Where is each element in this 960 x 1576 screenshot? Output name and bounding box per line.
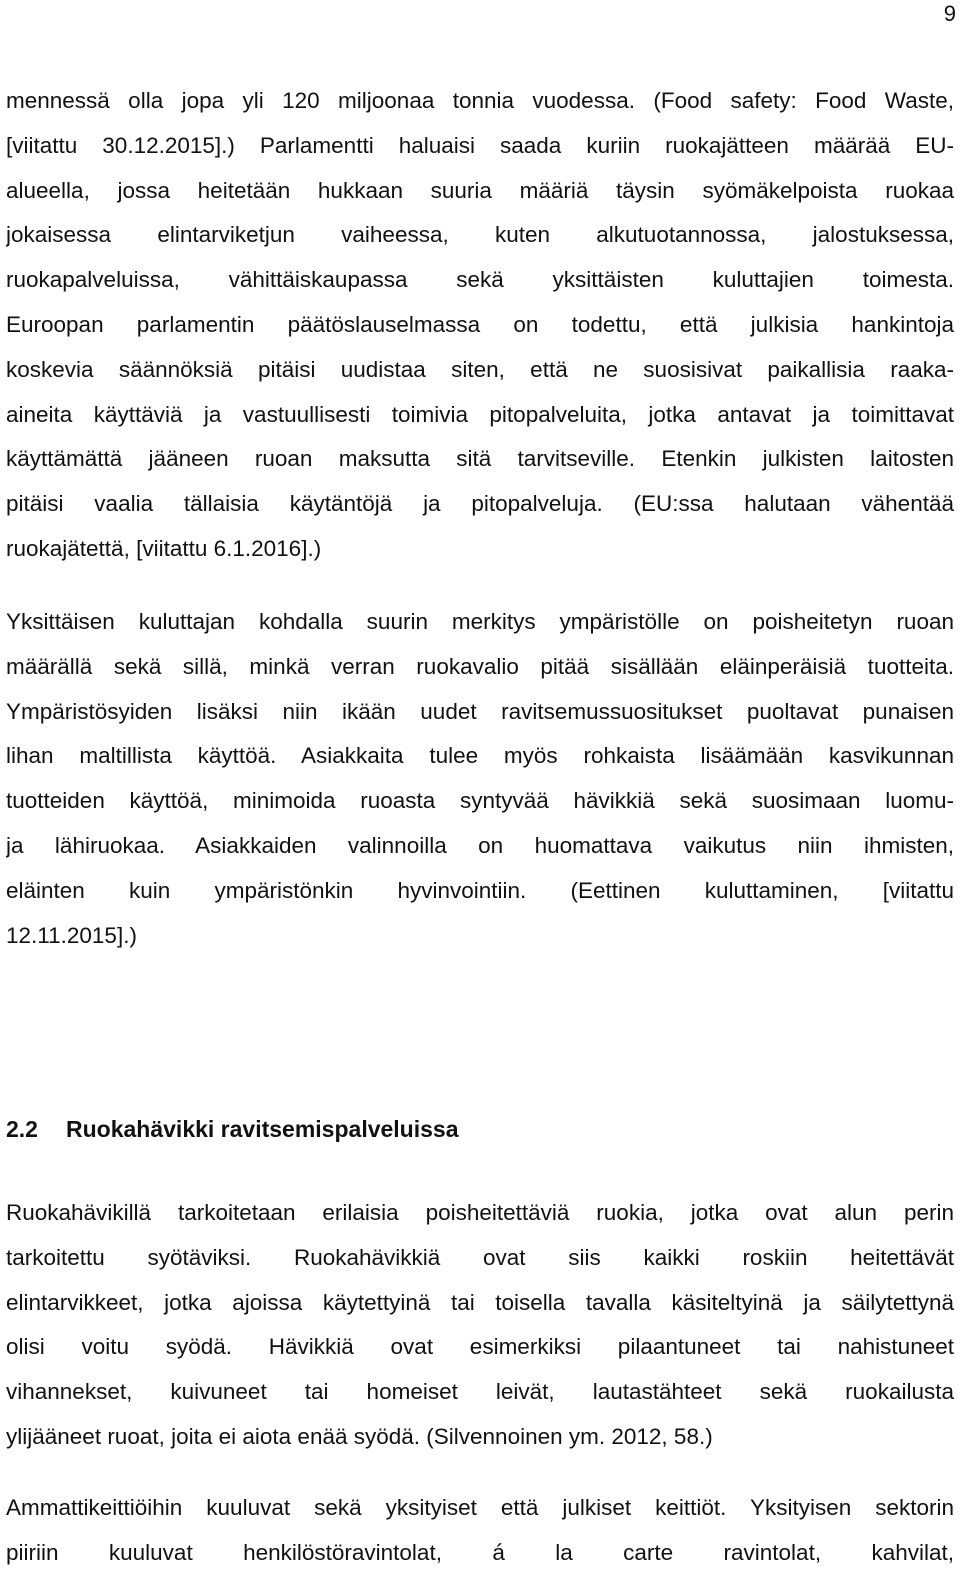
text-line: ja lähiruokaa. Asiakkaiden valinnoilla on huomattava vaikutus niin ihmisten, — [6, 832, 954, 858]
page-number: 9 — [943, 1, 956, 26]
text-line: pitäisi vaalia tällaisia käytäntöjä ja pitopalveluja. (EU:ssa halutaan vähentää — [6, 491, 954, 517]
text-line: olisi voitu syödä. Hävikkiä ovat esimerkiksi pilaantuneet tai nahistuneet — [6, 1334, 954, 1360]
text-line: 12.11.2015].) — [6, 922, 137, 948]
text-line: Ympäristösyiden lisäksi niin ikään uudet ravitsemussuositukset puoltavat punaisen — [6, 698, 954, 724]
text-line: mennessä olla jopa yli 120 miljoonaa tonnia vuodessa. (Food safety: Food Waste, — [6, 88, 954, 113]
text-line: Ruokahävikillä tarkoitetaan erilaisia poisheitettäviä ruokia, jotka ovat alun perin — [6, 1200, 954, 1225]
text-line: tuotteiden käyttöä, minimoida ruoasta syntyvää hävikkiä sekä suosimaan luomu- — [6, 788, 954, 814]
section-title: Ruokahävikki ravitsemispalveluissa — [66, 1116, 459, 1142]
text-line: vihannekset, kuivuneet tai homeiset leivät, lautastähteet sekä ruokailusta — [6, 1379, 954, 1405]
text-line: alueella, jossa heitetään hukkaan suuria määriä täysin syömäkelpoista ruokaa — [6, 177, 954, 203]
section-number: 2.2 — [6, 1116, 38, 1142]
text-line: lihan maltillista käyttöä. Asiakkaita tulee myös rohkaista lisäämään kasvikunnan — [6, 743, 954, 769]
paragraph-food-waste-eu — [6, 79, 954, 572]
paragraph-consumer-impact — [6, 600, 954, 958]
text-line: eläinten kuin ympäristönkin hyvinvointiin. (Eettinen kuluttaminen, [viitattu — [6, 877, 954, 903]
text-line: käyttämättä jääneen ruoan maksutta sitä tarvitseville. Etenkin julkisten laitosten — [6, 446, 954, 472]
section-heading — [6, 1111, 459, 1147]
text-line: piiriin kuuluvat henkilöstöravintolat, á la carte ravintolat, kahvilat, — [6, 1539, 954, 1565]
text-line: Yksittäisen kuluttajan kohdalla suurin merkitys ympäristölle on poisheitetyn ruoan — [6, 609, 954, 634]
text-line: jokaisessa elintarviketjun vaiheessa, kuten alkutuotannossa, jalostuksessa, — [6, 222, 954, 248]
text-line: ylijääneet ruoat, joita ei aiota enää syödä. (Silvennoinen ym. 2012, 58.) — [6, 1423, 713, 1449]
text-line: [viitattu 30.12.2015].) Parlamentti haluaisi saada kuriin ruokajätteen määrää EU- — [6, 132, 954, 158]
text-line: tarkoitettu syötäviksi. Ruokahävikkiä ovat siis kaikki roskiin heitettävät — [6, 1244, 954, 1270]
text-line: ruokapalveluissa, vähittäiskaupassa sekä yksittäisten kuluttajien toimesta. — [6, 267, 954, 293]
text-line: Euroopan parlamentin päätöslauselmassa on todettu, että julkisia hankintoja — [6, 311, 954, 337]
text-line: määrällä sekä sillä, minkä verran ruokavalio pitää sisällään eläinperäisiä tuotteita. — [6, 653, 954, 679]
text-line: aineita käyttäviä ja vastuullisesti toimivia pitopalveluita, jotka antavat ja toimittavat — [6, 401, 954, 427]
text-line: elintarvikkeet, jotka ajoissa käytettyinä tai toisella tavalla käsiteltyinä ja säilytettynä — [6, 1289, 954, 1315]
text-line: ruokajätettä, [viitattu 6.1.2016].) — [6, 535, 322, 561]
text-line: koskevia säännöksiä pitäisi uudistaa siten, että ne suosisivat paikallisia raaka- — [6, 356, 954, 382]
text-line: Ammattikeittiöihin kuuluvat sekä yksityiset että julkiset keittiöt. Yksityisen sektorin — [6, 1495, 954, 1520]
paragraph-food-waste-definition — [6, 1191, 954, 1460]
paragraph-professional-kitchens — [6, 1486, 954, 1576]
